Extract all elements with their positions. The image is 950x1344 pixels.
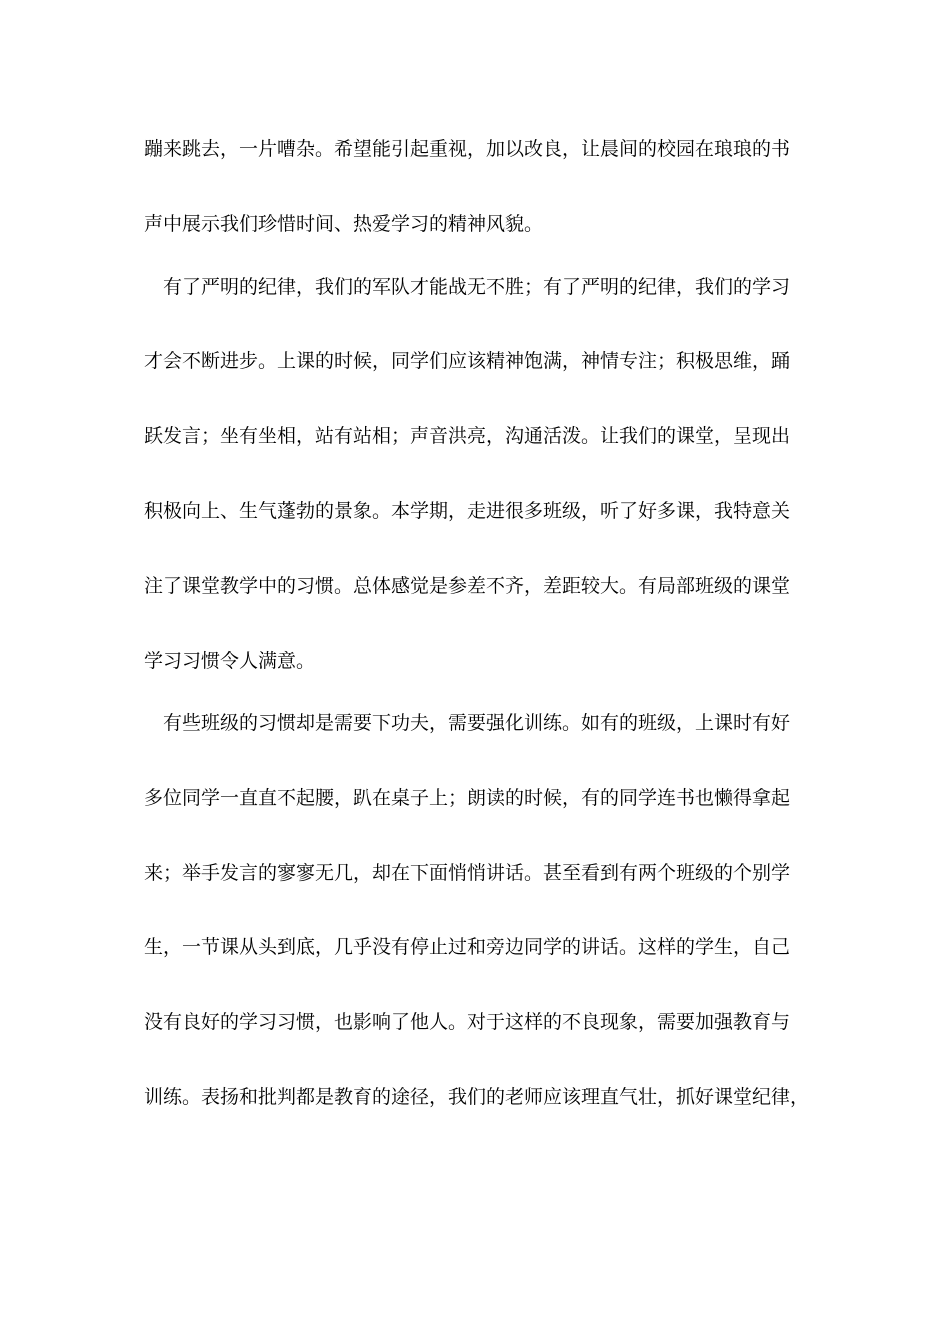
text-line: 多位同学一直直不起腰，趴在桌子上；朗读的时候，有的同学连书也懒得拿起 [144, 787, 791, 809]
paragraph-first-line: 有了严明的纪律，我们的军队才能战无不胜；有了严明的纪律，我们的学习 [163, 276, 791, 298]
text-line: 积极向上、生气蓬勃的景象。本学期，走进很多班级，听了好多课，我特意关 [144, 500, 791, 522]
text-line: 声中展示我们珍惜时间、热爱学习的精神风貌。 [144, 213, 544, 235]
text-line: 生，一节课从头到底，几乎没有停止过和旁边同学的讲话。这样的学生，自己 [144, 936, 791, 958]
text-line: 没有良好的学习习惯，也影响了他人。对于这样的不良现象，需要加强教育与 [144, 1011, 791, 1033]
paragraph-first-line: 有些班级的习惯却是需要下功夫，需要强化训练。如有的班级，上课时有好 [163, 712, 791, 734]
text-line: 注了课堂教学中的习惯。总体感觉是参差不齐，差距较大。有局部班级的课堂 [144, 575, 791, 597]
text-line: 训练。表扬和批判都是教育的途径，我们的老师应该理直气壮，抓好课堂纪律， [144, 1086, 810, 1108]
text-line: 学习习惯令人满意。 [144, 650, 316, 672]
text-line: 蹦来跳去，一片嘈杂。希望能引起重视，加以改良，让晨间的校园在琅琅的书 [144, 138, 791, 160]
text-line: 才会不断进步。上课的时候，同学们应该精神饱满，神情专注；积极思维，踊 [144, 350, 791, 372]
text-line: 跃发言；坐有坐相，站有站相；声音洪亮，沟通活泼。让我们的课堂，呈现出 [144, 425, 791, 447]
text-line: 来；举手发言的寥寥无几，却在下面悄悄讲话。甚至看到有两个班级的个别学 [144, 862, 791, 884]
